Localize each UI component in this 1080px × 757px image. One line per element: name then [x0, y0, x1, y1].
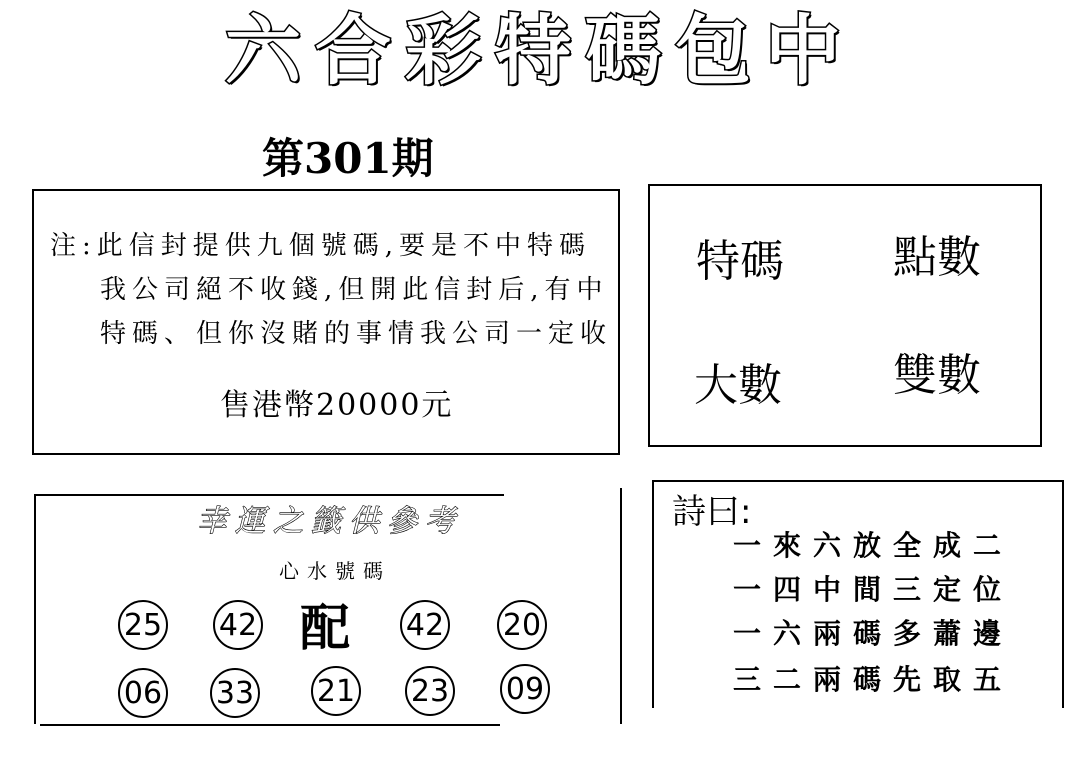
number-ball: 09: [500, 664, 550, 714]
number-ball: 25: [118, 600, 168, 650]
page-title: 六合彩特碼包中: [225, 6, 855, 95]
number-ball: 20: [497, 600, 547, 650]
divider-vertical: [620, 488, 622, 724]
number-ball: 33: [210, 668, 260, 718]
lucky-box-bottom-rule: [40, 724, 500, 726]
number-ball: 06: [118, 668, 168, 718]
note-box-bottom-stub: [32, 453, 62, 455]
pair-label: 配: [300, 598, 350, 657]
poem-line-2: 一四中間三定位: [733, 573, 1014, 606]
poem-label: 詩曰:: [672, 492, 752, 532]
price-text: 售港幣20000元: [220, 388, 454, 423]
poem-line-3: 一六兩碼多蕭邊: [733, 617, 1014, 650]
number-ball: 42: [400, 600, 450, 650]
note-line-1: 注:此信封提供九個號碼,要是不中特碼: [50, 231, 592, 261]
attr-big: 大數: [694, 360, 782, 411]
attr-special-code: 特碼: [696, 236, 784, 287]
number-ball: 21: [311, 666, 361, 716]
number-ball: 42: [213, 600, 263, 650]
note-line-3: 特碼、但你沒賭的事情我公司一定收: [100, 319, 613, 349]
note-line-2: 我公司絕不收錢,但開此信封后,有中: [100, 275, 609, 305]
number-ball: 23: [405, 666, 455, 716]
lucky-subheading: 心水號碼: [279, 559, 391, 583]
attr-even: 雙數: [893, 350, 981, 401]
poem-line-4: 三二兩碼先取五: [733, 663, 1014, 696]
attr-points: 點數: [893, 232, 981, 283]
poem-line-1: 一來六放全成二: [733, 529, 1014, 562]
lucky-heading: 幸運之籤供參考: [197, 504, 463, 539]
issue-number: 第301期: [262, 134, 434, 183]
